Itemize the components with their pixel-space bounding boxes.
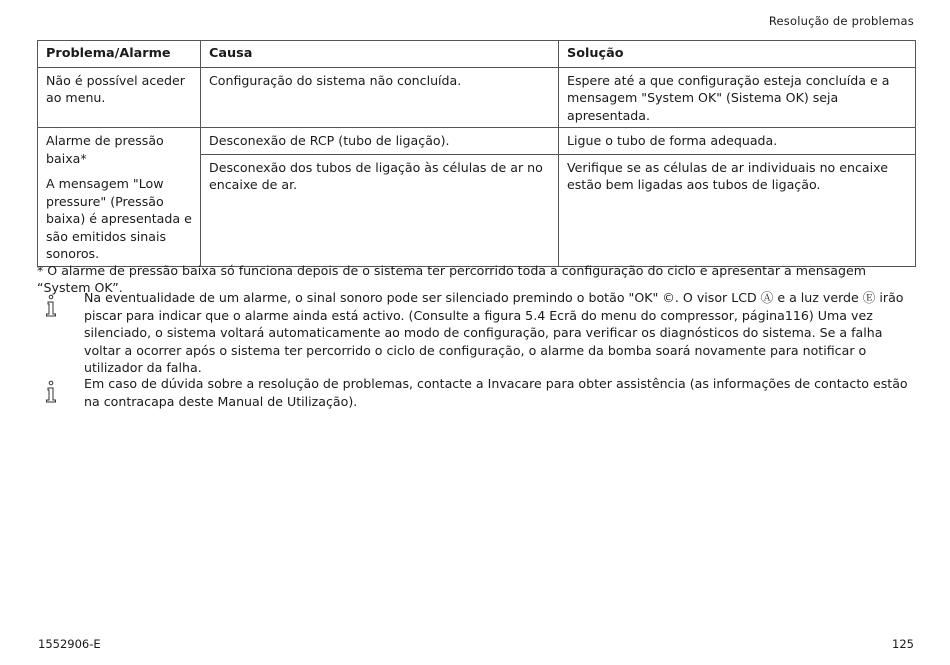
note-text: Em caso de dúvida sobre a resolução de problemas, contacte a Invacare para obter assistência (as informações de contacto estão na contracapa deste Manual de Utilização).: [84, 376, 908, 409]
info-icon: [43, 380, 59, 404]
problem-cell: Não é possível aceder ao menu.: [38, 67, 201, 128]
solution-cell: Espere até a que configuração esteja concluída e a mensagem "System OK" (Sistema OK) seja apresentada.: [559, 67, 916, 128]
solution-cell: Ligue o tubo de forma adequada.: [559, 128, 916, 155]
footnote: * O alarme de pressão baixa só funciona depois de o sistema ter percorrido toda a configuração do ciclo e apresentar a mensagem “System OK”.: [37, 263, 867, 295]
page-number: 125: [892, 637, 914, 651]
table-header-row: [38, 41, 916, 68]
troubleshooting-table: [37, 40, 916, 267]
document-number: 1552906-E: [38, 637, 101, 651]
column-header-problem: Problema/Alarme: [38, 41, 201, 68]
problem-title: Alarme de pressão baixa*: [46, 133, 164, 166]
table-row: [38, 67, 916, 128]
problem-cell: [38, 128, 201, 267]
info-note: [38, 289, 918, 375]
cause-cell: Desconexão de RCP (tubo de ligação).: [201, 128, 559, 155]
section-header: Resolução de problemas: [768, 14, 914, 28]
table-row: [38, 128, 916, 155]
info-note: [38, 375, 918, 415]
problem-description: A mensagem "Low pressure" (Pressão baixa) é apresentada e são emitidos sinais sonoros.: [46, 176, 192, 261]
column-header-solution: Solução: [559, 41, 916, 68]
note-text: Na eventualidade de um alarme, o sinal sonoro pode ser silenciado premindo o botão "OK" ©. O visor LCD Ⓐ e a luz verde Ⓔ irão piscar para indicar que o alarme ainda está activo. (Consulte a figura 5.4 Ecrã do menu do compressor, página116) Uma vez silenciado, o sistema voltará automaticamente ao modo de configuração, para verificar os diagnósticos do sistema. Se a falha voltar a ocorrer após o sistema ter percorrido o ciclo de configuração, o alarme da bomba soará novamente para notificar o utilizador da falha.: [84, 290, 904, 375]
info-icon: [43, 294, 59, 318]
cause-cell: Configuração do sistema não concluída.: [201, 67, 559, 128]
cause-cell: Desconexão dos tubos de ligação às células de ar no encaixe de ar.: [201, 154, 559, 266]
column-header-cause: Causa: [201, 41, 559, 68]
solution-cell: Verifique se as células de ar individuais no encaixe estão bem ligadas aos tubos de ligação.: [559, 154, 916, 266]
